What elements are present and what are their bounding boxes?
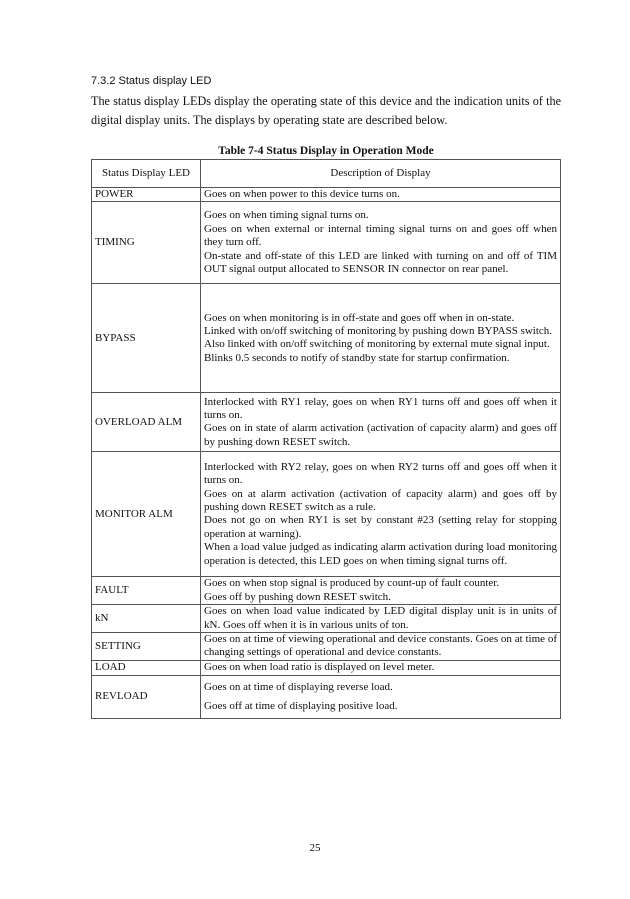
led-name: FAULT <box>92 577 201 605</box>
led-name: LOAD <box>92 660 201 675</box>
led-description <box>201 577 561 605</box>
table-row <box>92 633 561 661</box>
intro-text: The status display LEDs display the operating state of this device and the indication units of the digital display units. The displays by operating state are described below. <box>91 94 561 127</box>
led-name: BYPASS <box>92 284 201 393</box>
page-number: 25 <box>309 842 321 854</box>
led-description <box>201 284 561 393</box>
led-description <box>201 605 561 633</box>
led-description <box>201 452 561 577</box>
description-line: When a load value judged as indicating alarm activation during load monitoring operation is detected, this LED goes on when timing signal turns off. <box>204 541 557 567</box>
description-line: Goes on when monitoring is in off-state and goes off when in on-state. <box>204 311 515 324</box>
table-row <box>92 284 561 393</box>
description-line: Goes on in state of alarm activation (activation of capacity alarm) and goes off by pushing down RESET switch. <box>204 422 557 448</box>
table-row <box>92 188 561 202</box>
description-line: Goes on when stop signal is produced by count-up of fault counter. <box>204 577 500 590</box>
description-line: Blinks 0.5 seconds to notify of standby state for startup confirmation. <box>204 351 510 364</box>
led-description <box>201 202 561 284</box>
description-line: Goes on when load value indicated by LED digital display unit is in units of kN. Goes off when it is in various units of ton. <box>204 605 557 631</box>
table-row <box>92 202 561 284</box>
description-line: On-state and off-state of this LED are linked with turning on and off of TIM OUT signal output allocated to SENSOR IN connector on rear panel. <box>204 249 557 276</box>
table-row <box>92 675 561 718</box>
description-line: Goes on at alarm activation (activation of capacity alarm) and goes off by pushing down RESET switch as a rule. <box>204 487 557 513</box>
table-row <box>92 452 561 577</box>
table-body <box>92 188 561 719</box>
table-row <box>92 577 561 605</box>
table-row <box>92 393 561 452</box>
led-name: POWER <box>92 188 201 202</box>
header-description: Description of Display <box>201 160 561 188</box>
description-line: Linked with on/off switching of monitoring by pushing down BYPASS switch. <box>204 325 553 337</box>
led-description <box>201 660 561 675</box>
table-row <box>92 660 561 675</box>
intro-paragraph <box>91 92 561 130</box>
table-caption: Table 7-4 Status Display in Operation Mode <box>218 145 434 157</box>
description-line: Goes on when load ratio is displayed on level meter. <box>204 661 435 674</box>
description-line: Goes on when power to this device turns on. <box>204 188 400 200</box>
led-description <box>201 675 561 718</box>
led-name: kN <box>92 605 201 633</box>
led-description <box>201 393 561 452</box>
led-description <box>201 633 561 661</box>
description-line: Goes on when timing signal turns on. <box>204 209 369 222</box>
led-name: TIMING <box>92 202 201 284</box>
table-row <box>92 605 561 633</box>
led-name: OVERLOAD ALM <box>92 393 201 452</box>
description-line: Goes on when external or internal timing signal turns on and goes off when they turn off. <box>204 222 557 249</box>
description-line: Also linked with on/off switching of monitoring by external mute signal input. <box>204 338 550 351</box>
led-name: MONITOR ALM <box>92 452 201 577</box>
status-led-table <box>91 159 561 719</box>
description-line: Does not go on when RY1 is set by constant #23 (setting relay for stopping operation at warning). <box>204 514 557 540</box>
description-line: Goes on at time of viewing operational and device constants. Goes on at time of changing settings of operational and device constants. <box>204 633 557 659</box>
description-line: Interlocked with RY2 relay, goes on when RY2 turns off and goes off when it turns on. <box>204 460 557 487</box>
led-description <box>201 188 561 202</box>
description-line: Interlocked with RY1 relay, goes on when RY1 turns off and goes off when it turns on. <box>204 395 557 421</box>
table-header-row <box>92 160 561 188</box>
description-line: Goes off by pushing down RESET switch. <box>204 590 391 603</box>
description-line: Goes off at time of displaying positive load. <box>204 699 398 712</box>
description-line: Goes on at time of displaying reverse load. <box>204 680 393 693</box>
led-name: REVLOAD <box>92 675 201 718</box>
led-name: SETTING <box>92 633 201 661</box>
section-title: 7.3.2 Status display LED <box>91 75 212 87</box>
header-status-led: Status Display LED <box>92 160 201 188</box>
